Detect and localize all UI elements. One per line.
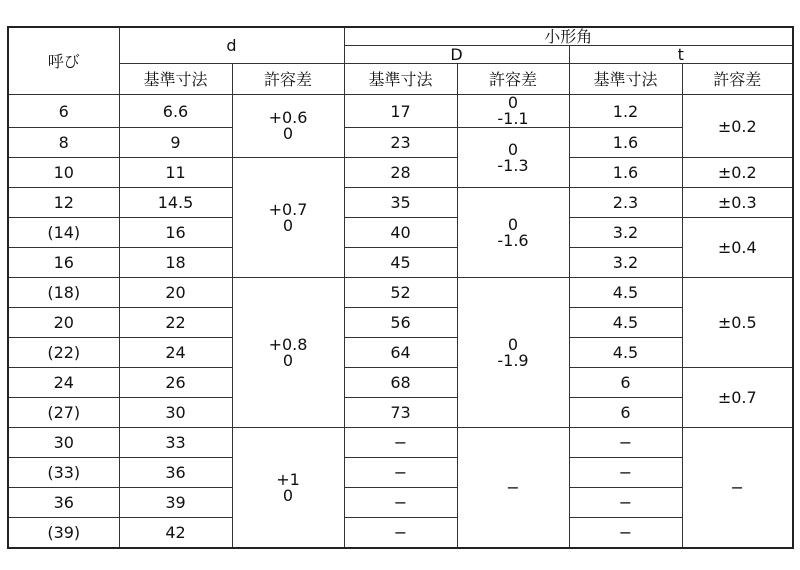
t-tolerance-cell: ±0.4 <box>682 218 793 278</box>
table-row <box>8 158 793 188</box>
tol-upper: +0.6 <box>268 108 308 127</box>
t-tolerance-cell: ±0.5 <box>682 278 793 368</box>
d-cell: 6.6 <box>119 95 232 128</box>
nominal-cell: 8 <box>8 128 119 158</box>
nominal-cell: 6 <box>8 95 119 128</box>
D-tolerance-cell: − <box>457 428 569 549</box>
D-tolerance-cell <box>457 188 569 278</box>
table-row <box>8 428 793 458</box>
D-cell: 40 <box>344 218 457 248</box>
D-cell: − <box>344 518 457 549</box>
D-tolerance-cell <box>457 95 569 128</box>
D-cell: − <box>344 488 457 518</box>
d-cell: 22 <box>119 308 232 338</box>
d-tolerance-cell <box>232 158 344 278</box>
t-cell: − <box>569 488 682 518</box>
D-cell: 73 <box>344 398 457 428</box>
d-cell: 16 <box>119 218 232 248</box>
header-d-standard: 基準寸法 <box>119 64 232 95</box>
table-row <box>8 368 793 398</box>
tol-lower: -1.6 <box>497 230 529 250</box>
nominal-cell: 16 <box>8 248 119 278</box>
t-cell: 6 <box>569 398 682 428</box>
tol-lower: -1.1 <box>497 109 529 128</box>
D-cell: 52 <box>344 278 457 308</box>
header-D-standard: 基準寸法 <box>344 64 457 95</box>
tol-upper: 0 <box>507 214 519 234</box>
tol-lower: -1.9 <box>497 350 529 370</box>
table-row <box>8 338 793 368</box>
t-cell: 1.2 <box>569 95 682 128</box>
nominal-cell: 10 <box>8 158 119 188</box>
d-tolerance-cell <box>232 278 344 428</box>
table-row <box>8 248 793 278</box>
table-row <box>8 518 793 549</box>
D-cell: 28 <box>344 158 457 188</box>
header-d-tolerance: 許容差 <box>232 64 344 95</box>
t-cell: 1.6 <box>569 128 682 158</box>
tol-lower: -1.3 <box>497 155 529 175</box>
tol-lower: 0 <box>282 350 294 370</box>
tol-upper: +0.7 <box>268 199 308 219</box>
d-cell: 24 <box>119 338 232 368</box>
t-tolerance-cell: ±0.2 <box>682 158 793 188</box>
d-tolerance-cell <box>232 428 344 549</box>
d-cell: 36 <box>119 458 232 488</box>
D-cell: 45 <box>344 248 457 278</box>
nominal-cell: (33) <box>8 458 119 488</box>
d-cell: 9 <box>119 128 232 158</box>
t-cell: 2.3 <box>569 188 682 218</box>
d-cell: 11 <box>119 158 232 188</box>
tol-lower: 0 <box>282 124 294 143</box>
d-cell: 20 <box>119 278 232 308</box>
tol-lower: 0 <box>282 485 294 505</box>
D-cell: 56 <box>344 308 457 338</box>
header-nominal: 呼び <box>8 27 119 95</box>
d-cell: 14.5 <box>119 188 232 218</box>
nominal-cell: 20 <box>8 308 119 338</box>
nominal-cell: (22) <box>8 338 119 368</box>
D-cell: 35 <box>344 188 457 218</box>
header-D: D <box>344 46 569 64</box>
t-tolerance-cell: ±0.2 <box>682 95 793 158</box>
table-row <box>8 218 793 248</box>
d-cell: 39 <box>119 488 232 518</box>
t-cell: 3.2 <box>569 248 682 278</box>
D-cell: − <box>344 458 457 488</box>
D-tolerance-cell <box>457 128 569 188</box>
D-cell: 23 <box>344 128 457 158</box>
t-cell: − <box>569 518 682 549</box>
d-cell: 30 <box>119 398 232 428</box>
nominal-cell: (27) <box>8 398 119 428</box>
D-cell: 68 <box>344 368 457 398</box>
t-tolerance-cell: − <box>682 428 793 549</box>
table-row <box>8 488 793 518</box>
nominal-cell: 24 <box>8 368 119 398</box>
header-small-square: 小形角 <box>344 27 793 46</box>
d-tolerance-cell <box>232 95 344 158</box>
d-cell: 33 <box>119 428 232 458</box>
table-row <box>8 95 793 128</box>
nominal-cell: (14) <box>8 218 119 248</box>
tol-upper: +1 <box>276 469 300 489</box>
header-t-tolerance: 許容差 <box>682 64 793 95</box>
table-row <box>8 128 793 158</box>
t-cell: − <box>569 458 682 488</box>
table-row <box>8 458 793 488</box>
d-cell: 26 <box>119 368 232 398</box>
D-cell: 64 <box>344 338 457 368</box>
nominal-cell: (39) <box>8 518 119 549</box>
header-D-tolerance: 許容差 <box>457 64 569 95</box>
t-tolerance-cell: ±0.7 <box>682 368 793 428</box>
table-row <box>8 308 793 338</box>
nominal-cell: 30 <box>8 428 119 458</box>
D-tolerance-cell <box>457 278 569 428</box>
t-cell: 4.5 <box>569 338 682 368</box>
d-cell: 18 <box>119 248 232 278</box>
tol-upper: 0 <box>507 93 519 112</box>
nominal-cell: 36 <box>8 488 119 518</box>
d-cell: 42 <box>119 518 232 549</box>
table-row <box>8 188 793 218</box>
tol-upper: 0 <box>507 334 519 354</box>
header-t: t <box>569 46 793 64</box>
tol-lower: 0 <box>282 215 294 235</box>
table-row <box>8 278 793 308</box>
t-cell: 4.5 <box>569 308 682 338</box>
table-row <box>8 398 793 428</box>
header-t-standard: 基準寸法 <box>569 64 682 95</box>
tol-upper: 0 <box>507 139 519 159</box>
header-d: d <box>119 27 344 64</box>
D-cell: 17 <box>344 95 457 128</box>
t-cell: 1.6 <box>569 158 682 188</box>
nominal-cell: 12 <box>8 188 119 218</box>
t-cell: 6 <box>569 368 682 398</box>
washer-dimension-table <box>7 26 794 549</box>
t-cell: 4.5 <box>569 278 682 308</box>
tol-upper: +0.8 <box>268 334 308 354</box>
t-cell: 3.2 <box>569 218 682 248</box>
t-cell: − <box>569 428 682 458</box>
t-tolerance-cell: ±0.3 <box>682 188 793 218</box>
nominal-cell: (18) <box>8 278 119 308</box>
D-cell: − <box>344 428 457 458</box>
